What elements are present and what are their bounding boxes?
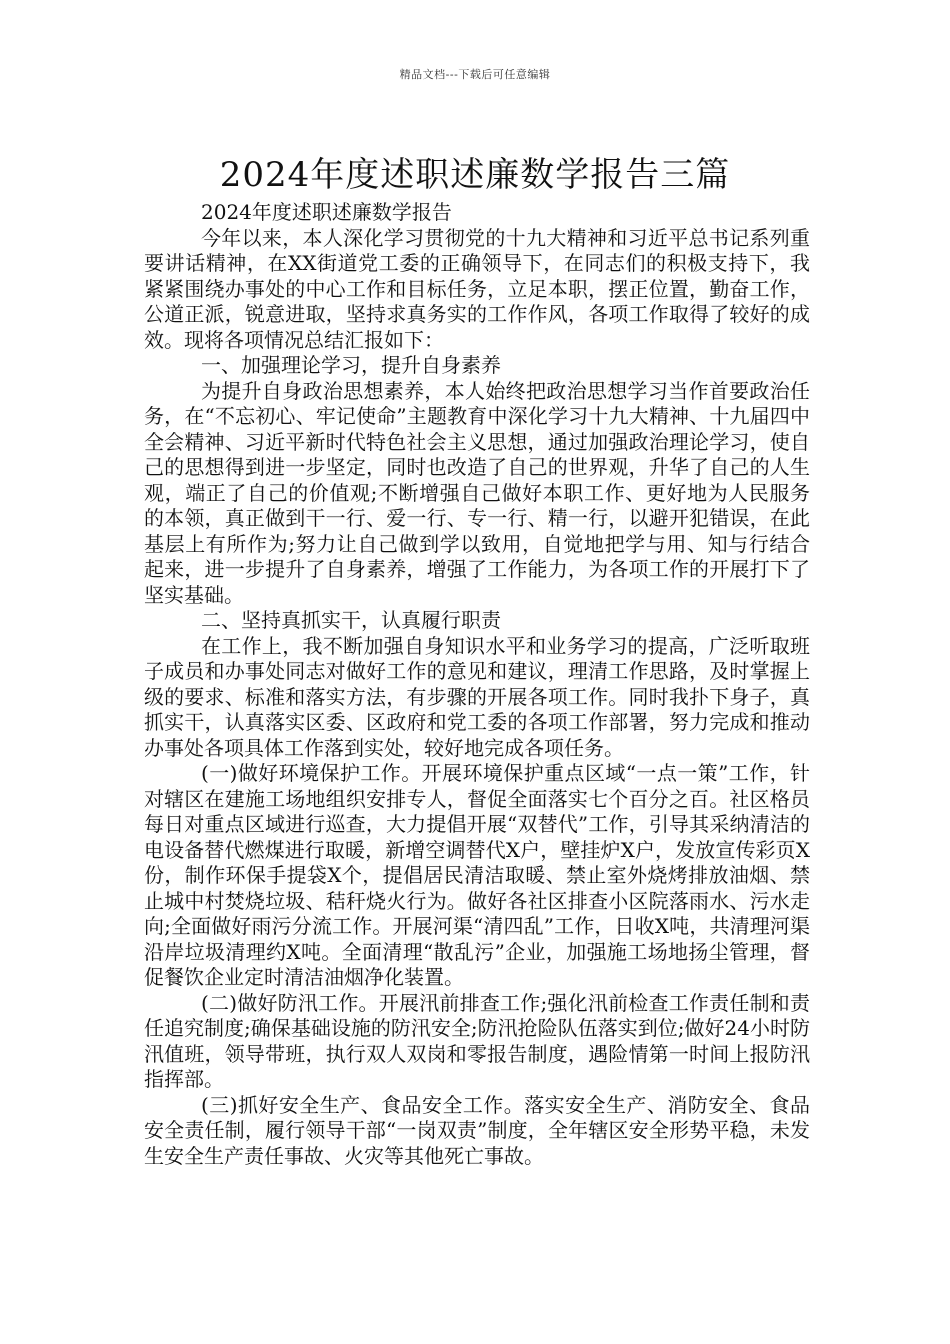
- paragraph-section-2: 在工作上，我不断加强自身知识水平和业务学习的提高，广泛听取班子成员和办事处同志对做好工作的意见和建议，理清工作思路，及时掌握上级的要求、标准和落实方法，有步骤的开展各项工作。同时我扑下身子，真抓实干，认真落实区委、区政府和党工委的各项工作部署，努力完成和推动办事处各项具体工作落到实处，较好地完成各项任务。: [144, 633, 810, 760]
- paragraph-item-3: (三)抓好安全生产、食品安全工作。落实安全生产、消防安全、食品安全责任制，履行领导干部“一岗双责”制度，全年辖区安全形势平稳，未发生安全生产责任事故、火灾等其他死亡事故。: [144, 1092, 810, 1168]
- paragraph-intro: 今年以来，本人深化学习贯彻党的十九大精神和习近平总书记系列重要讲话精神，在XX街道党工委的正确领导下，在同志们的积极支持下，我紧紧围绕办事处的中心工作和目标任务，立足本职，摆正位置，勤奋工作，公道正派，锐意进取，坚持求真务实的工作作风，各项工作取得了较好的成效。现将各项情况总结汇报如下：: [144, 225, 810, 352]
- paragraph-item-1: (一)做好环境保护工作。开展环境保护重点区域“一点一策”工作，针对辖区在建施工场地组织安排专人，督促全面落实七个百分之百。社区格员每日对重点区域进行巡查，大力提倡开展“双替代”工作，引导其采纳清洁的电设备替代燃煤进行取暖，新增空调替代X户，壁挂炉X户，发放宣传彩页X份，制作环保手提袋X个，提倡居民清洁取暖、禁止室外烧烤排放油烟、禁止城中村焚烧垃圾、秸秆烧火行为。做好各社区排查小区院落雨水、污水走向;全面做好雨污分流工作。开展河渠“清四乱”工作，日收X吨，共清理河渠沿岸垃圾清理约X吨。全面清理“散乱污”企业，加强施工场地扬尘管理，督促餐饮企业定时清洁油烟净化装置。: [144, 761, 810, 989]
- report-subtitle: 2024年度述职述廉数学报告: [201, 200, 452, 224]
- paragraph-section-1: 为提升自身政治思想素养，本人始终把政治思想学习当作首要政治任务，在“不忘初心、牢记使命”主题教育中深化学习十九大精神、十九届四中全会精神、习近平新时代特色社会主义思想，通过加强政治理论学习，使自己的思想得到进一步坚定，同时也改造了自己的世界观，升华了自己的人生观，端正了自己的价值观;不断增强自己做好本职工作、更好地为人民服务的本领，真正做到干一行、爱一行、专一行、精一行，以避开犯错误，在此基层上有所作为;努力让自己做到学以致用，自觉地把学与用、知与行结合起来，进一步提升了自身素养，增强了工作能力，为各项工作的开展打下了坚实基础。: [144, 378, 810, 607]
- paragraph-item-2: (二)做好防汛工作。开展汛前排查工作;强化汛前检查工作责任制和责任追究制度;确保基础设施的防汛安全;防汛抢险队伍落实到位;做好24小时防汛值班，领导带班，执行双人双岗和零报告制度，遇险情第一时间上报防汛指挥部。: [144, 990, 810, 1091]
- section-heading-2: 二、坚持真抓实干，认真履行职责: [201, 608, 501, 632]
- document-title: 2024年度述职述廉数学报告三篇: [219, 154, 731, 195]
- section-heading-1: 一、加强理论学习，提升自身素养: [201, 353, 501, 377]
- document-body: [144, 200, 810, 1169]
- header-note: 精品文档---下载后可任意编辑: [399, 68, 551, 81]
